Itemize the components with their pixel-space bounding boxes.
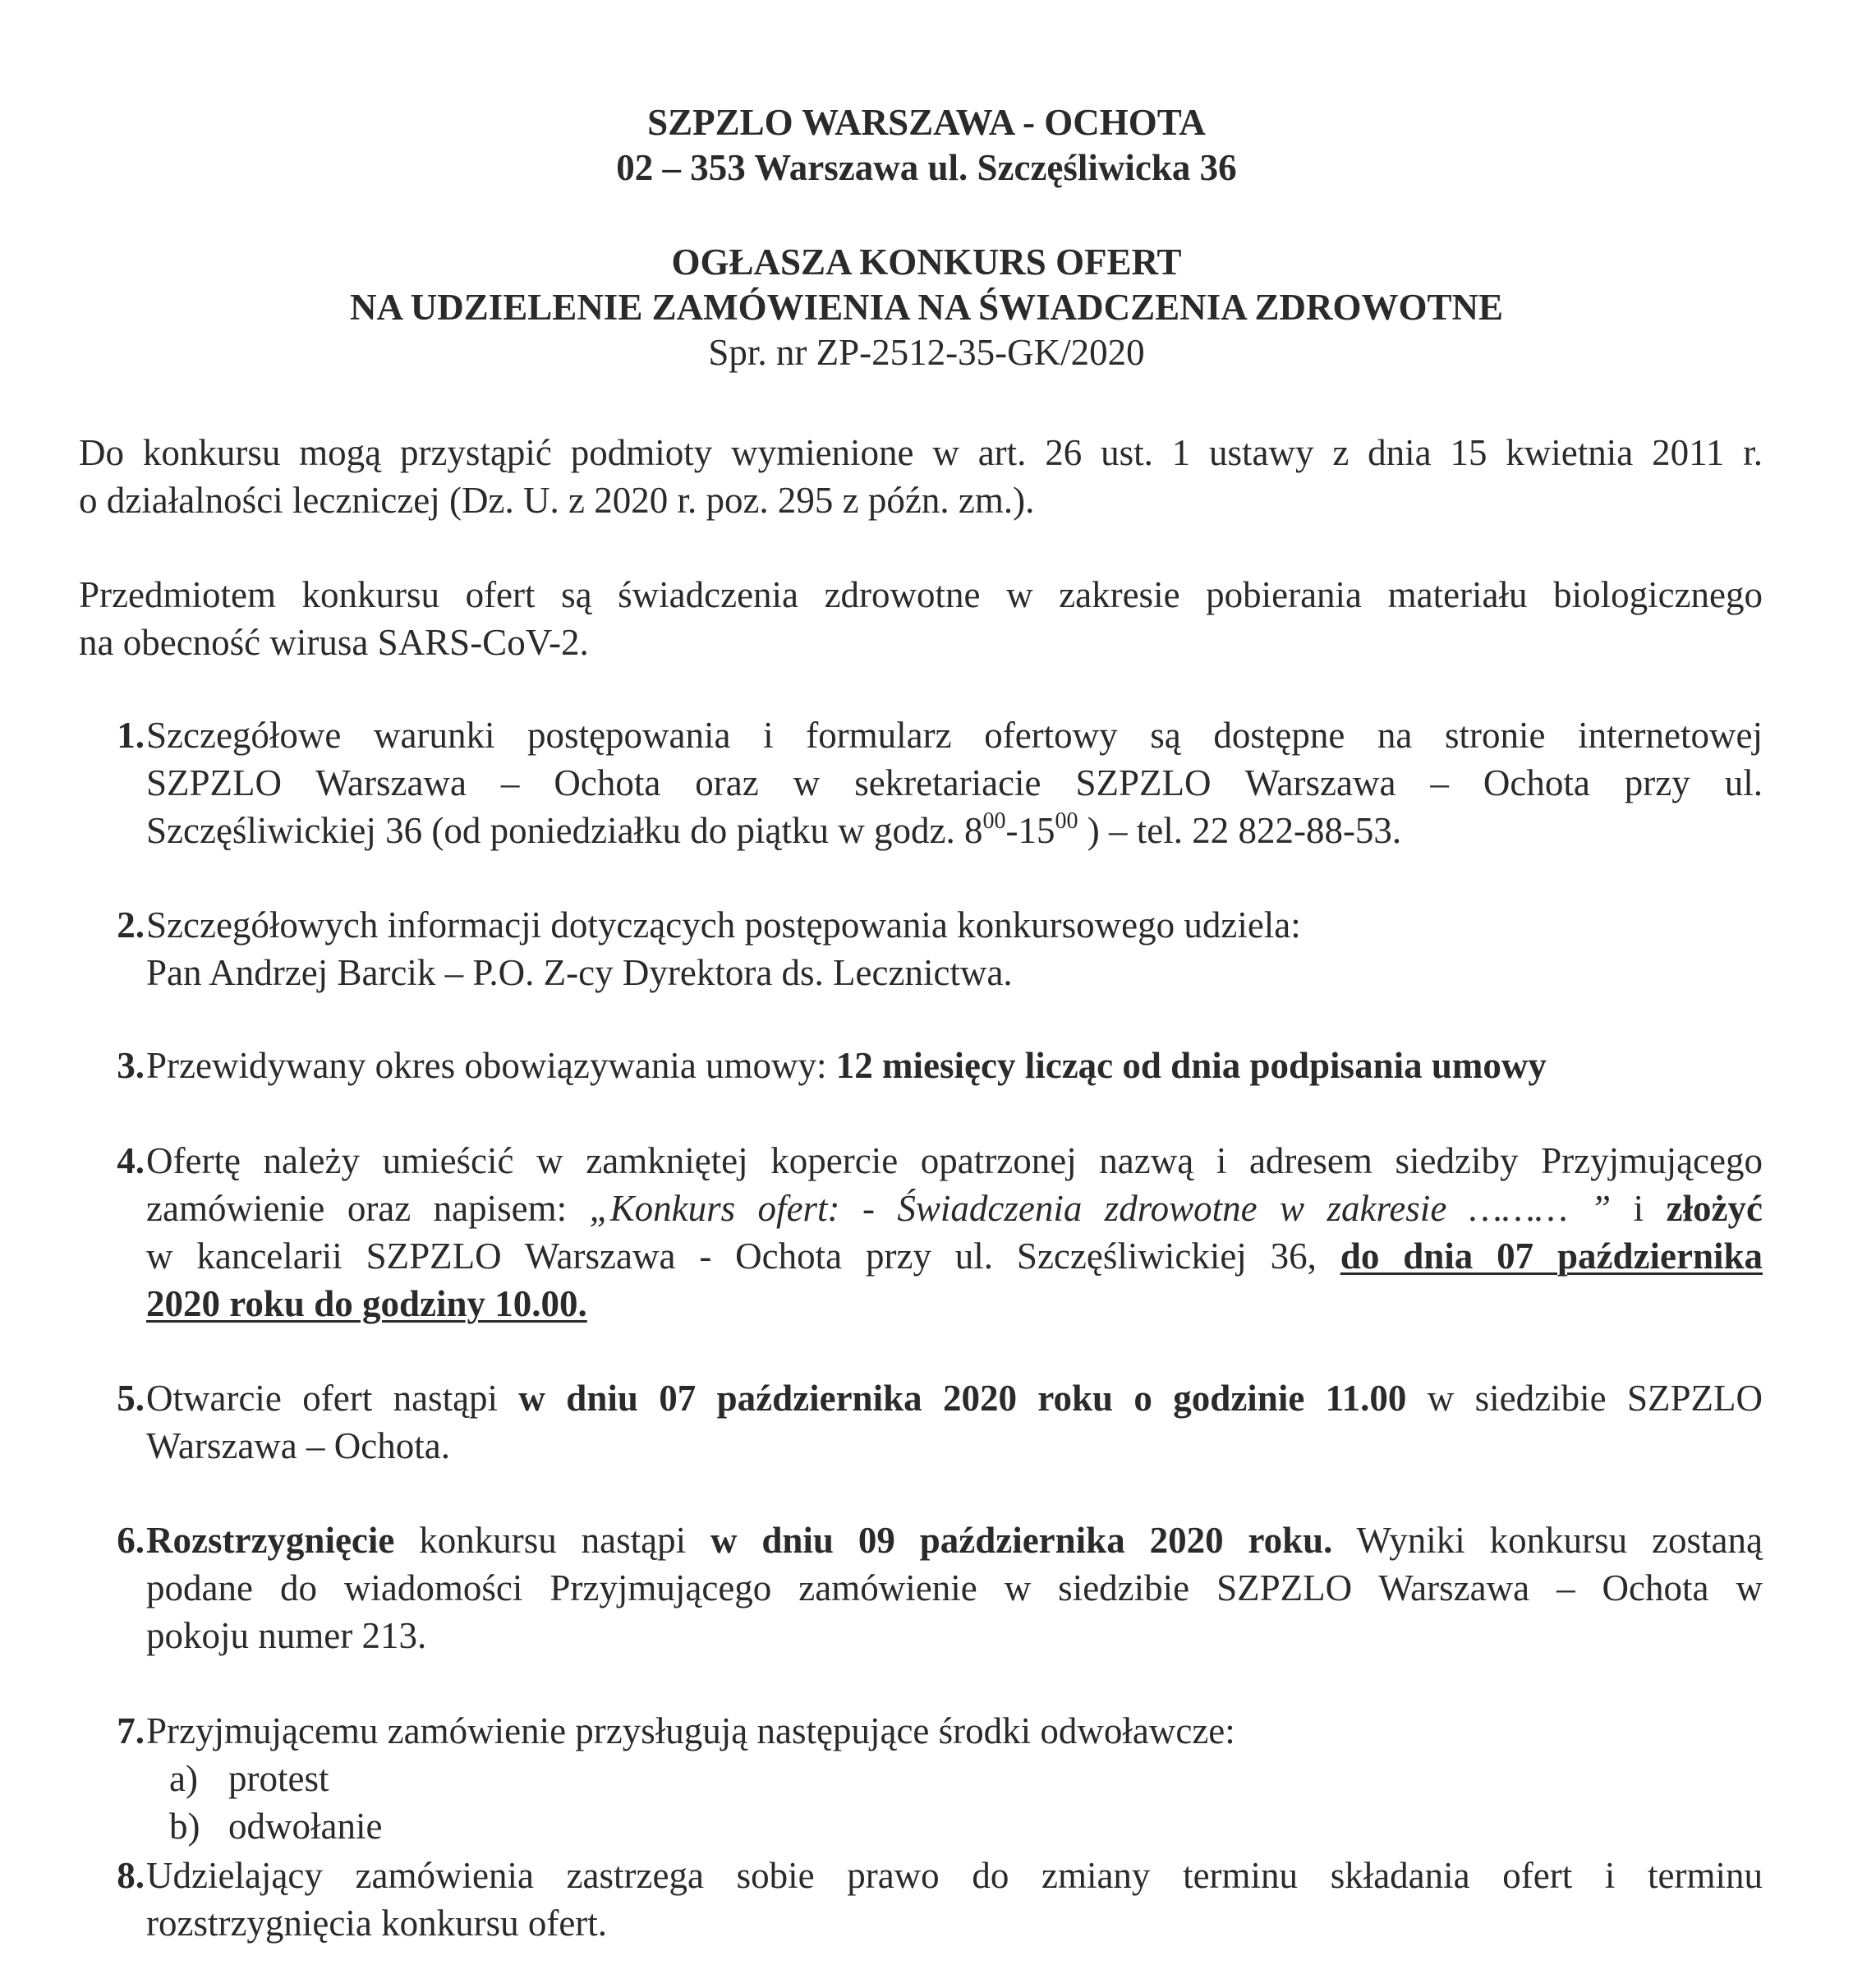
intro-p2-line2: na obecność wirusa SARS-CoV-2. xyxy=(79,622,589,663)
item4-envelope-label: „Konkurs ofert: - Świadczenia zdrowotne w zakresie ……… ” xyxy=(589,1188,1612,1229)
item-number: 7. xyxy=(117,1710,145,1751)
list-item-7 xyxy=(79,1707,1763,1855)
org-address: 02 – 353 Warszawa ul. Szczęśliwicka 36 xyxy=(616,146,1237,188)
item1-line2: SZPZLO Warszawa – Ochota oraz w sekretariacie SZPZLO Warszawa – Ochota przy ul. xyxy=(146,762,1763,803)
item-text xyxy=(146,1137,1763,1328)
intro-p1-line1: Do konkursu mogą przystąpić podmioty wymienione w art. 26 ust. 1 ustawy z dnia 15 kwietnia 2011 r. xyxy=(79,432,1763,473)
header-organization xyxy=(0,100,1853,191)
item-number: 4. xyxy=(117,1140,145,1181)
item1-line3-b: -15 xyxy=(1005,810,1055,851)
item6-line1-b: Wyniki konkursu zostaną xyxy=(1332,1520,1763,1561)
list-item-6 xyxy=(79,1516,1763,1664)
item-number: 6. xyxy=(117,1520,145,1561)
item4-deadline-part2: 2020 roku do godziny 10.00. xyxy=(146,1283,587,1324)
item2-line1: Szczegółowych informacji dotyczących postępowania konkursowego udziela: xyxy=(146,904,1301,946)
sub-item-text: odwołanie xyxy=(228,1806,383,1847)
item4-line1: Ofertę należy umieścić w zamkniętej kopercie opatrzonej nazwą i adresem siedziby Przyjmującego xyxy=(146,1140,1763,1181)
item2-line2: Pan Andrzej Barcik – P.O. Z-cy Dyrektora ds. Lecznictwa. xyxy=(146,952,1013,993)
header-announcement xyxy=(0,240,1853,375)
item-number: 2. xyxy=(117,904,145,946)
item5-line2: Warszawa – Ochota. xyxy=(146,1425,450,1466)
item5-line1-a: Otwarcie ofert nastąpi xyxy=(146,1378,519,1419)
item1-line3-a: Szczęśliwickiej 36 (od poniedziałku do piątku w godz. 8 xyxy=(146,810,983,851)
item4-line3 xyxy=(146,1232,1763,1280)
item6-line1-a: konkursu nastąpi xyxy=(394,1520,710,1561)
list-item-1 xyxy=(79,711,1763,859)
item4-line3-a: w kancelarii SZPZLO Warszawa - Ochota przy ul. Szczęśliwickiej 36, xyxy=(146,1236,1340,1277)
item4-deadline-part1: do dnia 07 października xyxy=(1340,1236,1763,1277)
item7-line1: Przyjmującemu zamówienie przysługują następujące środki odwoławcze: xyxy=(146,1710,1235,1751)
item4-line2-a: zamówienie oraz napisem: xyxy=(146,1188,590,1229)
item-number: 5. xyxy=(117,1378,145,1419)
item-text xyxy=(146,711,1763,854)
item3-line1 xyxy=(146,1042,1763,1089)
item6-line1 xyxy=(146,1516,1763,1564)
item1-sup-end: 00 xyxy=(1055,808,1078,834)
item8-line2: rozstrzygnięcia konkursu ofert. xyxy=(146,1903,608,1944)
item3-term: 12 miesięcy licząc od dnia podpisania umowy xyxy=(835,1045,1547,1086)
item5-opening-date: w dniu 07 października 2020 roku o godzinie 11.00 xyxy=(518,1378,1407,1419)
sub-item-letter: b) xyxy=(169,1806,200,1847)
org-name: SZPZLO WARSZAWA - OCHOTA xyxy=(647,102,1206,143)
item-number: 3. xyxy=(117,1045,145,1086)
item-number: 8. xyxy=(117,1855,145,1896)
item-text xyxy=(146,1707,1763,1850)
intro-p1-line2: o działalności leczniczej (Dz. U. z 2020 r. poz. 295 z późn. zm.). xyxy=(79,480,1035,521)
announce-title-line1: OGŁASZA KONKURS OFERT xyxy=(671,242,1182,283)
item-text xyxy=(146,1042,1763,1089)
item4-line2 xyxy=(146,1185,1763,1232)
intro-paragraph-subject xyxy=(79,571,1763,666)
list-item-5 xyxy=(79,1374,1763,1473)
item4-line2-b: i xyxy=(1611,1188,1667,1229)
intro-paragraph-eligibility xyxy=(79,429,1763,524)
item5-line1 xyxy=(146,1374,1763,1422)
list-item-8 xyxy=(79,1852,1763,1950)
item4-submit-word: złożyć xyxy=(1666,1188,1763,1229)
item4-line4 xyxy=(146,1280,1763,1328)
item-text xyxy=(146,1852,1763,1947)
list-item-4 xyxy=(79,1137,1763,1334)
item6-line2: podane do wiadomości Przyjmującego zamówienie w siedzibie SZPZLO Warszawa – Ochota w xyxy=(146,1567,1763,1608)
item1-line3-c: ) – tel. 22 822-88-53. xyxy=(1078,810,1402,851)
announce-title-line2: NA UDZIELENIE ZAMÓWIENIA NA ŚWIADCZENIA ZDROWOTNE xyxy=(349,286,1504,328)
item1-sup-start: 00 xyxy=(982,808,1006,834)
item-number: 1. xyxy=(117,715,145,756)
item-text xyxy=(146,901,1763,996)
list-item-3 xyxy=(79,1042,1763,1091)
item6-line3: pokoju numer 213. xyxy=(146,1615,427,1656)
case-number: Spr. nr ZP-2512-35-GK/2020 xyxy=(708,331,1145,373)
intro-p2-line1: Przedmiotem konkursu ofert są świadczenia zdrowotne w zakresie pobierania materiału biologicznego xyxy=(79,574,1763,615)
item8-line1: Udzielający zamówienia zastrzega sobie prawo do zmiany terminu składania ofert i terminu xyxy=(146,1855,1763,1896)
list-item-2 xyxy=(79,901,1763,1000)
item1-line1: Szczegółowe warunki postępowania i formularz ofertowy są dostępne na stronie internetowej xyxy=(146,715,1763,756)
item5-line1-b: w siedzibie SZPZLO xyxy=(1406,1378,1763,1419)
sub-item-a xyxy=(146,1755,1763,1802)
item1-line3 xyxy=(146,807,1763,854)
item6-resolution-date: w dniu 09 października 2020 roku. xyxy=(710,1520,1333,1561)
item6-resolution-word: Rozstrzygnięcie xyxy=(146,1520,395,1561)
item-text xyxy=(146,1374,1763,1470)
item-text xyxy=(146,1516,1763,1659)
item3-text: Przewidywany okres obowiązywania umowy: xyxy=(146,1045,836,1086)
sub-item-letter: a) xyxy=(169,1758,198,1799)
sub-item-b xyxy=(146,1802,1763,1850)
sub-item-text: protest xyxy=(228,1758,329,1799)
